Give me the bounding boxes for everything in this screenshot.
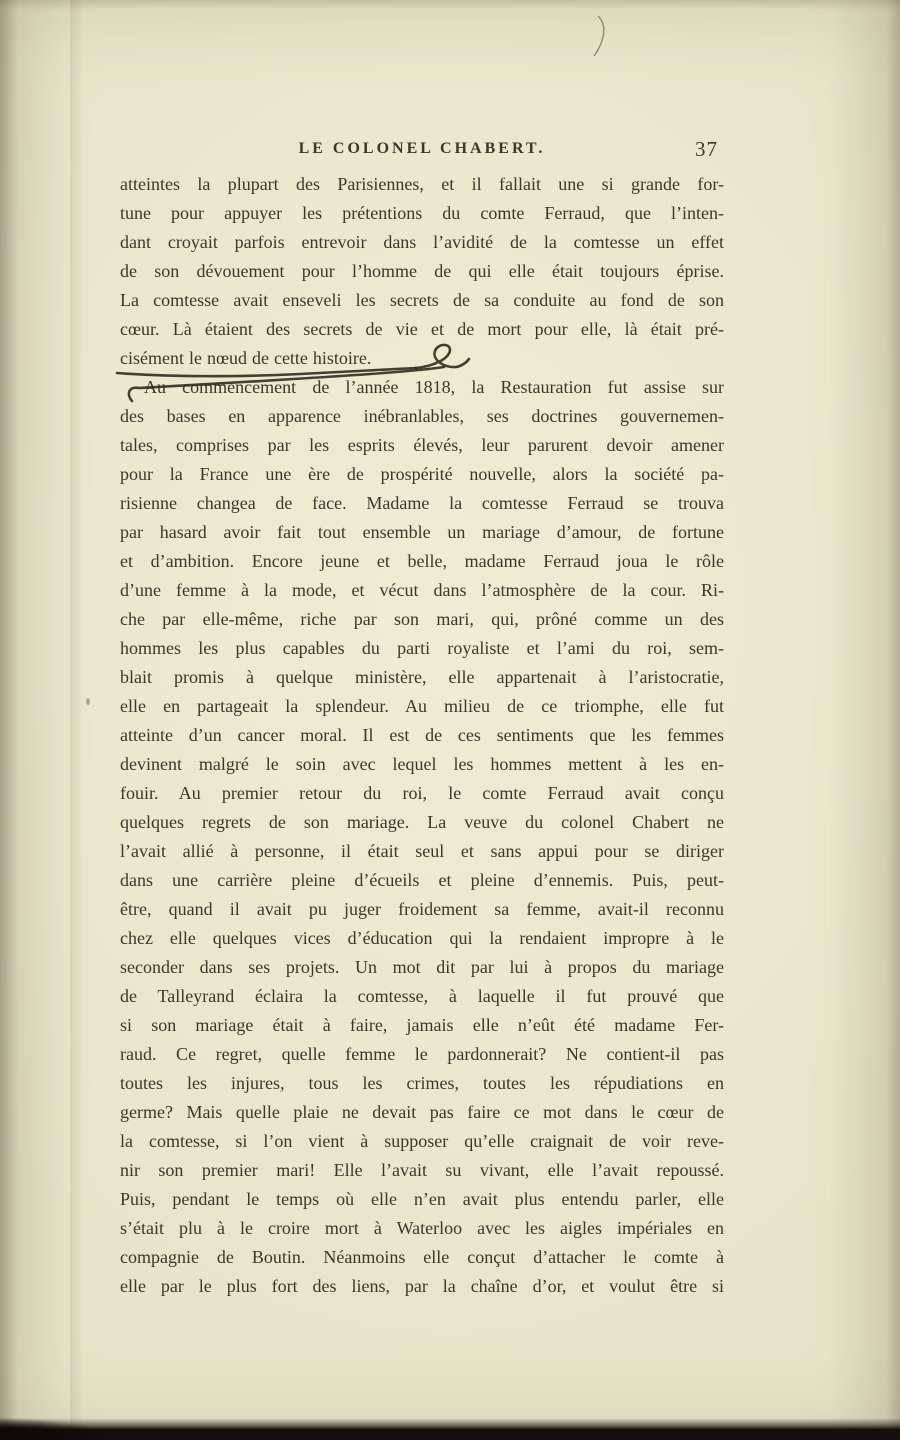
text-line: si son mariage était à faire, jamais elle n’eût été madame Fer- [120,1015,724,1035]
text-line: être, quand il avait pu juger froidement sa femme, avait-il reconnu [120,899,724,919]
text-line: raud. Ce regret, quelle femme le pardonnerait? Ne contient-il pas [120,1044,724,1064]
text-line: pour la France une ère de prospérité nouvelle, alors la société pa- [120,464,724,484]
text-line: de son dévouement pour l’homme de qui elle était toujours éprise. [120,261,724,281]
text-line: chez elle quelques vices d’éducation qui la rendaient impropre à le [120,928,724,948]
text-line: quelques regrets de son mariage. La veuve du colonel Chabert ne [120,812,724,832]
text-line: blait promis à quelque ministère, elle appartenait à l’aristocratie, [120,667,724,687]
scan-edge-left [0,0,18,1440]
text-line: compagnie de Boutin. Néanmoins elle conçut d’attacher le comte à [120,1247,724,1267]
text-line: La comtesse avait enseveli les secrets de sa conduite au fond de son [120,290,724,310]
scan-speck-artifact [86,698,90,705]
text-line: d’une femme à la mode, et vécut dans l’atmosphère de la cour. Ri- [120,580,724,600]
running-title: LE COLONEL CHABERT. [298,140,546,157]
text-line: cisément le nœud de cette histoire. [120,348,372,368]
text-line: Puis, pendant le temps où elle n’en avait plus entendu parler, elle [120,1189,724,1209]
scan-hairline-artifact [588,14,618,58]
text-line: de Talleyrand éclaira la comtesse, à laquelle il fut prouvé que [120,986,724,1006]
text-line: elle en partageait la splendeur. Au milieu de ce triomphe, elle fut [120,696,724,716]
text-line: elle par le plus fort des liens, par la chaîne d’or, et voulut être si [120,1276,724,1296]
text-line: atteintes la plupart des Parisiennes, et il fallait une si grande for- [120,174,724,194]
page-header [120,134,724,164]
text-line: toutes les injures, tous les crimes, toutes les répudiations en [120,1073,724,1093]
text-line: des bases en apparence inébranlables, ses doctrines gouvernemen- [120,406,724,426]
text-line: par hasard avoir fait tout ensemble un mariage d’amour, de fortune [120,522,724,542]
text-line: fouir. Au premier retour du roi, le comte Ferraud avait conçu [120,783,724,803]
text-line: dant croyait parfois entrevoir dans l’avidité de la comtesse un effet [120,232,724,252]
page-number: 37 [695,137,718,161]
text-line: cœur. Là étaient des secrets de vie et de mort pour elle, là était pré- [120,319,724,339]
text-line: Au commencement de l’année 1818, la Restauration fut assise sur [144,377,724,397]
text-line: hommes les plus capables du parti royaliste et l’ami du roi, sem- [120,638,724,658]
body-text [120,170,724,1301]
text-line: s’était plu à le croire mort à Waterloo avec les aigles impériales en [120,1218,724,1238]
text-line: tune pour appuyer les prétentions du comte Ferraud, que l’inten- [120,203,724,223]
text-line: la comtesse, si l’on vient à supposer qu’elle craignait de voir reve- [120,1131,724,1151]
text-line: che par elle-même, riche par son mari, qui, prôné comme un des [120,609,724,629]
text-line: et d’ambition. Encore jeune et belle, madame Ferraud joua le rôle [120,551,724,571]
text-line: tales, comprises par les esprits élevés, leur parurent devoir amener [120,435,724,455]
page-gutter-shadow [70,0,84,1440]
text-line: risienne changea de face. Madame la comtesse Ferraud se trouva [120,493,724,513]
text-line: germe? Mais quelle plaie ne devait pas faire ce mot dans le cœur de [120,1102,724,1122]
text-line: dans une carrière pleine d’écueils et pleine d’ennemis. Puis, peut- [120,870,724,890]
text-line: seconder dans ses projets. Un mot dit par lui à propos du mariage [120,957,724,977]
text-line: devinent malgré le soin avec lequel les hommes mettent à les en- [120,754,724,774]
text-line: atteinte d’un cancer moral. Il est de ces sentiments que les femmes [120,725,724,745]
scan-edge-bottom [0,1418,900,1440]
scan-edge-top [0,0,900,10]
scan-edge-right [886,0,900,1440]
text-line: nir son premier mari! Elle l’avait su vivant, elle l’avait repoussé. [120,1160,724,1180]
text-line: l’avait allié à personne, il était seul et sans appui pour se diriger [120,841,724,861]
